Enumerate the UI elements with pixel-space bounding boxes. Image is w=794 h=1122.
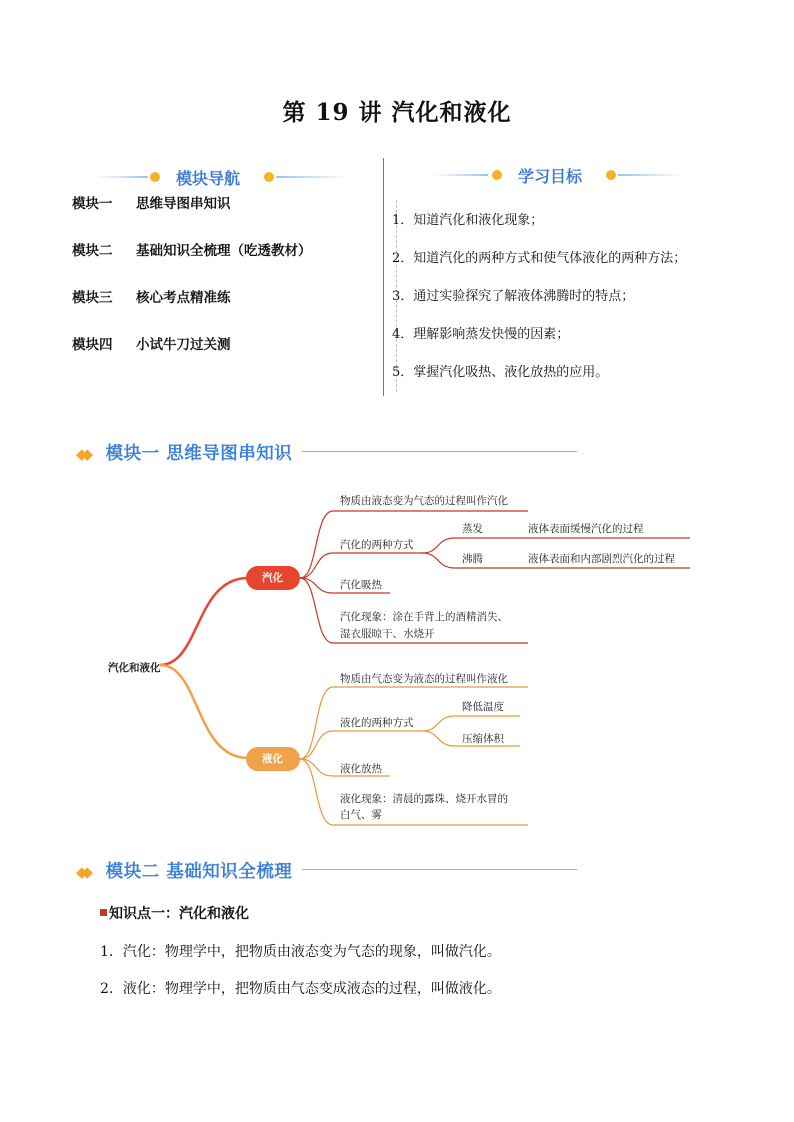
mindmap-liquefaction-ways: 液化的两种方式 — [340, 717, 414, 729]
column-divider — [383, 158, 384, 396]
mindmap-vaporization-absorb: 汽化吸热 — [340, 579, 382, 591]
mindmap-vaporization-label: 汽化 — [262, 572, 283, 584]
nav-item-label: 核心考点精准练 — [136, 290, 231, 306]
mindmap-evaporation: 蒸发 — [462, 523, 483, 535]
page-title: 第 19 讲 汽化和液化 — [282, 99, 512, 126]
nav-item-num: 模块二 — [72, 243, 113, 259]
mindmap-vaporization-ways: 汽化的两种方式 — [340, 539, 414, 551]
knowledge-paragraph-2: 2．液化：物理学中，把物质由气态变成液态的过程，叫做液化。 — [100, 981, 501, 997]
mindmap-vaporization-def: 物质由液态变为气态的过程叫作汽化 — [340, 495, 508, 507]
nav-heading: 模块导航 — [176, 169, 241, 188]
nav-item-1[interactable] — [72, 192, 231, 212]
nav-item-num: 模块四 — [72, 337, 113, 353]
nav-item-2[interactable] — [72, 239, 312, 259]
module1-heading-rule — [302, 451, 577, 452]
mindmap-boiling: 沸腾 — [462, 553, 483, 565]
mindmap-lower-temperature: 降低温度 — [462, 701, 504, 713]
nav-item-label: 小试牛刀过关测 — [136, 337, 231, 353]
mindmap-liquefaction-def: 物质由气态变为液态的过程叫作液化 — [340, 673, 508, 685]
mindmap-evaporation-desc: 液体表面缓慢汽化的过程 — [528, 523, 644, 535]
mindmap-compress-volume: 压缩体积 — [462, 733, 504, 745]
mindmap-link-root-liquefaction — [160, 665, 248, 758]
diamond-arrow-icon: ◆◆ — [76, 863, 88, 881]
module2-heading: 模块二 基础知识全梳理 — [105, 862, 293, 882]
nav-item-3[interactable] — [72, 286, 231, 306]
mindmap-liquefaction-phen-1: 液化现象：清晨的露珠、烧开水冒的 — [340, 793, 508, 805]
mindmap-vaporization-phen-2: 湿衣服晾干、水烧开 — [340, 628, 435, 640]
mindmap-boiling-desc: 液体表面和内部剧烈汽化的过程 — [528, 553, 675, 565]
mindmap-liquefaction-release: 液化放热 — [340, 763, 382, 775]
nav-heading-dot-left — [150, 172, 160, 182]
mindmap-root-label: 汽化和液化 — [108, 662, 161, 674]
goal-item-4: 4．理解影响蒸发快慢的因素； — [392, 327, 570, 342]
knowledge-paragraph-1: 1．汽化：物理学中，把物质由液态变为气态的现象，叫做汽化。 — [100, 944, 501, 960]
goal-item-3: 3．通过实验探究了解液体沸腾时的特点； — [392, 289, 635, 304]
goals-heading-dot-right — [606, 170, 616, 180]
knowledge-point-heading — [100, 903, 249, 923]
module1-heading-wrap — [76, 440, 292, 465]
mindmap-liquefaction-label: 液化 — [262, 753, 283, 765]
red-square-icon — [100, 909, 107, 916]
module2-heading-rule — [302, 869, 577, 870]
nav-item-4[interactable] — [72, 333, 231, 353]
mindmap-link-root-vaporization — [160, 578, 248, 665]
goals-heading-line-right — [618, 174, 682, 176]
goals-heading: 学习目标 — [518, 167, 583, 186]
nav-item-label: 思维导图串知识 — [136, 196, 231, 212]
nav-heading-line-right — [276, 176, 348, 178]
goals-heading-dot-left — [492, 170, 502, 180]
nav-heading-dot-right — [264, 172, 274, 182]
nav-item-num: 模块一 — [72, 196, 113, 212]
mindmap-liquefaction-phen-2: 白气、雾 — [340, 809, 382, 821]
diamond-arrow-icon: ◆◆ — [76, 445, 88, 463]
goal-item-5: 5．掌握汽化吸热、液化放热的应用。 — [392, 365, 609, 380]
mindmap-vaporization-phen-1: 汽化现象：涂在手背上的酒精消失、 — [340, 611, 508, 623]
module2-heading-wrap — [76, 858, 292, 883]
goal-item-1: 1．知道汽化和液化现象； — [392, 213, 544, 228]
goals-heading-line-left — [432, 174, 488, 176]
knowledge-point-title: 知识点一：汽化和液化 — [109, 906, 249, 922]
nav-item-num: 模块三 — [72, 290, 113, 306]
nav-heading-line-left — [96, 176, 148, 178]
module1-heading: 模块一 思维导图串知识 — [105, 444, 293, 464]
goal-item-2: 2．知道汽化的两种方式和使气体液化的两种方法； — [392, 251, 687, 266]
nav-item-label: 基础知识全梳理（吃透教材） — [136, 243, 312, 259]
